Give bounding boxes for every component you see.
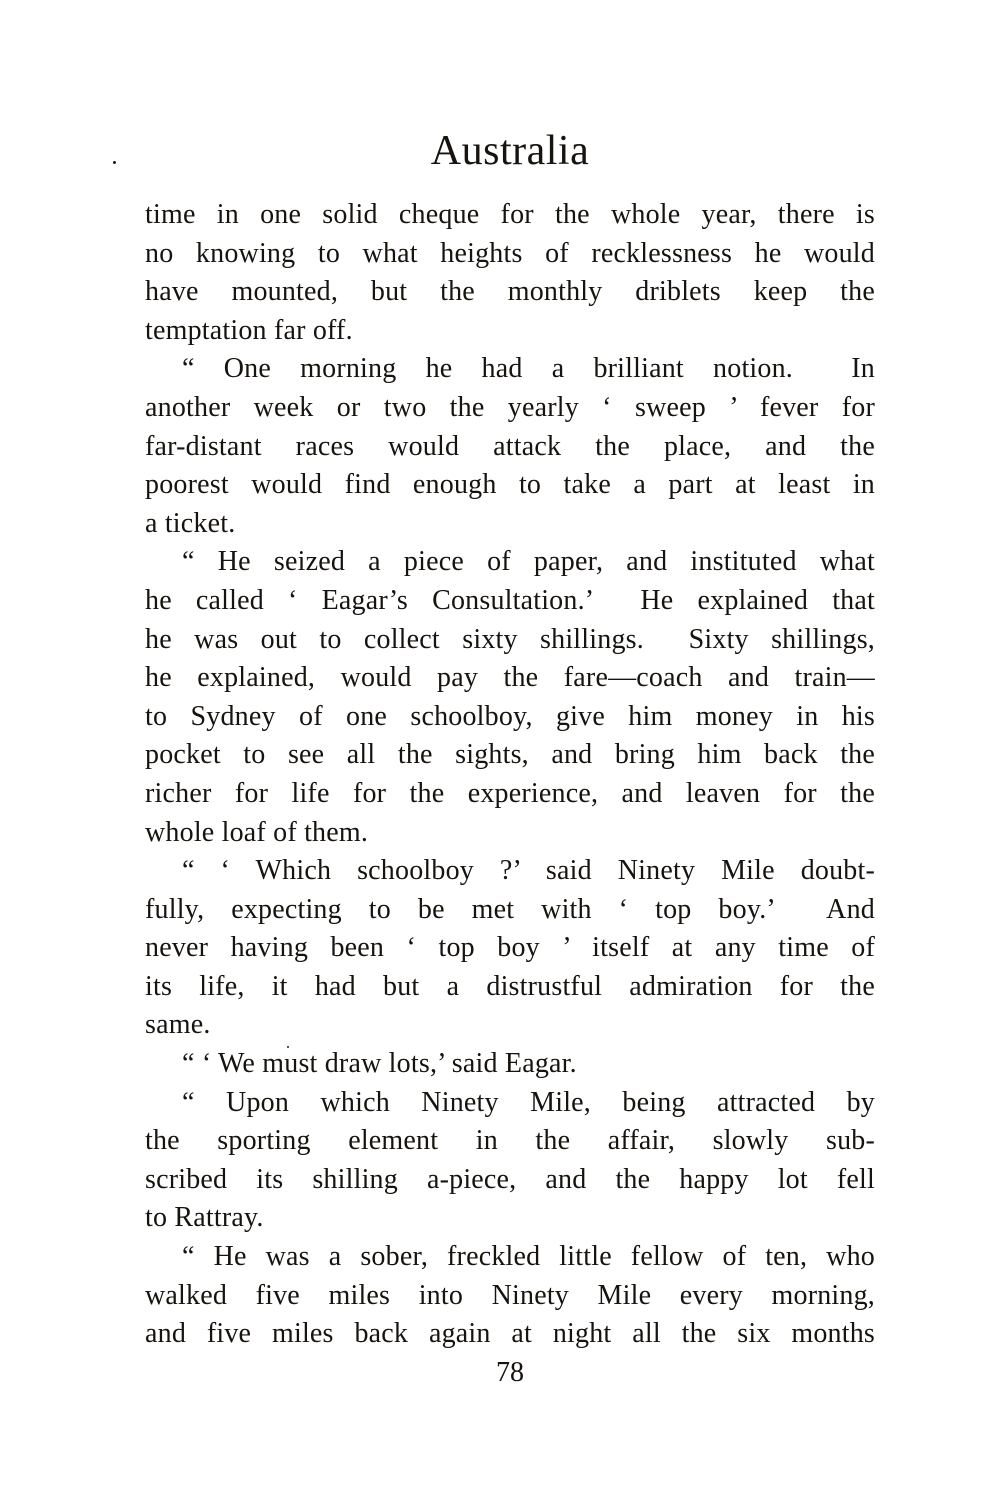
text-line: he was out to collect sixty shillings. Sixty shillings, <box>145 623 875 655</box>
text-line: never having been ‘ top boy ’ itself at any time of <box>145 932 875 964</box>
text-line: to Sydney of one schoolboy, give him money in his <box>145 700 875 732</box>
text-line: to Rattray. <box>145 1202 264 1234</box>
page-content <box>145 128 875 1392</box>
paragraph <box>145 1045 875 1084</box>
page-number: 78 <box>496 1356 524 1388</box>
text-line: he called ‘ Eagar’s Consultation.’ He explained that <box>145 584 875 616</box>
text-line: another week or two the yearly ‘ sweep ’ fever for <box>145 391 875 423</box>
text-line: fully, expecting to be met with ‘ top boy.’ And <box>145 893 875 925</box>
paragraph <box>145 1238 875 1354</box>
text-line: and five miles back again at night all the six months <box>145 1318 875 1350</box>
text-line: walked five miles into Ninety Mile every morning, <box>145 1279 875 1311</box>
text-line: the sporting element in the affair, slowly sub- <box>145 1125 875 1157</box>
text-line: richer for life for the experience, and leaven for the <box>145 777 875 809</box>
paragraph <box>145 852 875 1045</box>
text-line: temptation far off. <box>145 314 353 346</box>
text-line: “ He seized a piece of paper, and instituted what <box>182 546 875 578</box>
text-line: “ ‘ We must draw lots,’ said Eagar. <box>182 1048 577 1080</box>
page-title: Australia <box>430 128 590 174</box>
text-line: poorest would find enough to take a part at least in <box>145 469 875 501</box>
text-line: “ He was a sober, freckled little fellow of ten, who <box>182 1241 875 1273</box>
text-line: a ticket. <box>145 507 236 539</box>
paragraph <box>145 196 875 350</box>
text-line: have mounted, but the monthly driblets keep the <box>145 276 875 308</box>
text-line: time in one solid cheque for the whole year, there is <box>145 199 875 230</box>
text-line: “ ‘ Which schoolboy ?’ said Ninety Mile doubt- <box>182 855 875 887</box>
paragraph <box>145 1084 875 1238</box>
text-block <box>145 196 875 1354</box>
paragraph <box>145 543 875 852</box>
scan-speck <box>113 161 116 164</box>
paragraph <box>145 350 875 543</box>
text-line: same. <box>145 1009 211 1041</box>
text-line: “ Upon which Ninety Mile, being attracted by <box>182 1086 875 1118</box>
text-line: whole loaf of them. <box>145 816 369 848</box>
text-line: far-distant races would attack the place, and the <box>145 430 875 462</box>
text-line: “ One morning he had a brilliant notion. In <box>182 353 875 385</box>
text-line: its life, it had but a distrustful admiration for the <box>145 970 875 1002</box>
text-line: pocket to see all the sights, and bring him back the <box>145 739 875 771</box>
text-line: no knowing to what heights of recklessness he would <box>145 237 875 269</box>
text-line: scribed its shilling a-piece, and the happy lot fell <box>145 1163 875 1195</box>
text-line: he explained, would pay the fare—coach and train— <box>145 662 875 694</box>
